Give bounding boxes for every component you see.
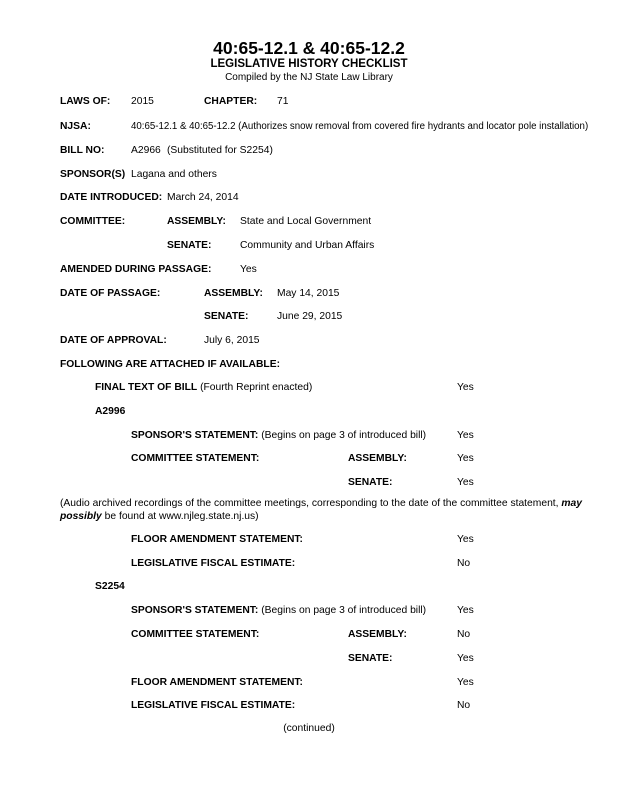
bill-no-label: BILL NO:	[60, 145, 105, 156]
sponsors-value: Lagana and others	[131, 169, 217, 180]
committee-assembly-value: State and Local Government	[240, 216, 372, 227]
date-introduced-value: March 24, 2014	[167, 192, 239, 203]
s-sponsor-statement-note: (Begins on page 3 of introduced bill)	[261, 605, 427, 616]
s-committee-assembly-label: ASSEMBLY:	[348, 629, 407, 640]
page-subtitle: LEGISLATIVE HISTORY CHECKLIST	[210, 58, 408, 70]
date-introduced-label: DATE INTRODUCED:	[60, 192, 163, 203]
final-text-note: (Fourth Reprint enacted)	[200, 382, 313, 393]
a-bill-heading: A2996	[95, 406, 126, 417]
chapter-value: 71	[277, 96, 289, 107]
s-fiscal-estimate-value: No	[457, 700, 471, 711]
date-of-passage-label: DATE OF PASSAGE:	[60, 288, 161, 299]
s-sponsor-statement-value: Yes	[457, 605, 474, 616]
final-text-row	[95, 382, 312, 394]
a-floor-amendment-value: Yes	[457, 534, 474, 545]
njsa-value: 40:65-12.1 & 40:65-12.2 (Authorizes snow removal from covered fire hydrants and locator pole installation)	[131, 121, 589, 132]
final-text-label: FINAL TEXT OF BILL	[95, 382, 198, 393]
s-fiscal-estimate-label: LEGISLATIVE FISCAL ESTIMATE:	[131, 700, 296, 711]
passage-assembly-label: ASSEMBLY:	[204, 288, 263, 299]
bill-no-note: (Substituted for S2254)	[167, 145, 273, 156]
chapter-label: CHAPTER:	[204, 96, 258, 107]
committee-senate-value: Community and Urban Affairs	[240, 240, 375, 251]
audio-note-link-text: be found at www.njleg.state.nj.us)	[101, 510, 259, 522]
a-fiscal-estimate-value: No	[457, 558, 471, 569]
a-committee-assembly-value: Yes	[457, 453, 474, 464]
amended-label: AMENDED DURING PASSAGE:	[60, 264, 212, 275]
date-of-approval-label: DATE OF APPROVAL:	[60, 335, 167, 346]
a-sponsor-statement-note: (Begins on page 3 of introduced bill)	[261, 430, 427, 441]
s-committee-senate-value: Yes	[457, 653, 474, 664]
a-fiscal-estimate-label: LEGISLATIVE FISCAL ESTIMATE:	[131, 558, 296, 569]
laws-of-value: 2015	[131, 96, 154, 107]
committee-assembly-label: ASSEMBLY:	[167, 216, 226, 227]
page-title: 40:65-12.1 & 40:65-12.2	[213, 38, 405, 58]
audio-note	[60, 498, 608, 523]
committee-senate-label: SENATE:	[167, 240, 212, 251]
s-bill-heading: S2254	[95, 581, 125, 592]
a-committee-senate-label: SENATE:	[348, 477, 393, 488]
a-sponsor-statement-value: Yes	[457, 430, 474, 441]
a-committee-assembly-label: ASSEMBLY:	[348, 453, 407, 464]
a-committee-statement-label: COMMITTEE STATEMENT:	[131, 453, 260, 464]
compiled-by: Compiled by the NJ State Law Library	[225, 72, 393, 83]
continued-footer: (continued)	[283, 723, 335, 734]
final-text-value: Yes	[457, 382, 474, 393]
attached-heading: FOLLOWING ARE ATTACHED IF AVAILABLE:	[60, 359, 281, 370]
a-sponsor-statement-label: SPONSOR'S STATEMENT:	[131, 430, 259, 441]
amended-value: Yes	[240, 264, 257, 275]
a-sponsor-statement-row	[131, 430, 426, 442]
a-committee-senate-value: Yes	[457, 477, 474, 488]
audio-note-emphasis: may possibly	[60, 498, 582, 522]
bill-no-value: A2966	[131, 145, 161, 156]
s-sponsor-statement-row	[131, 605, 426, 617]
a-floor-amendment-label: FLOOR AMENDMENT STATEMENT:	[131, 534, 303, 545]
laws-of-label: LAWS OF:	[60, 96, 111, 107]
s-committee-statement-label: COMMITTEE STATEMENT:	[131, 629, 260, 640]
passage-senate-value: June 29, 2015	[277, 311, 343, 322]
audio-note-text: (Audio archived recordings of the committee meetings, corresponding to the date of the committee statement,	[60, 498, 562, 509]
passage-assembly-value: May 14, 2015	[277, 288, 340, 299]
s-committee-senate-label: SENATE:	[348, 653, 393, 664]
sponsors-label: SPONSOR(S)	[60, 169, 126, 180]
s-floor-amendment-value: Yes	[457, 677, 474, 688]
njsa-label: NJSA:	[60, 121, 91, 132]
s-floor-amendment-label: FLOOR AMENDMENT STATEMENT:	[131, 677, 303, 688]
s-sponsor-statement-label: SPONSOR'S STATEMENT:	[131, 605, 259, 616]
committee-label: COMMITTEE:	[60, 216, 126, 227]
passage-senate-label: SENATE:	[204, 311, 249, 322]
date-of-approval-value: July 6, 2015	[204, 335, 260, 346]
s-committee-assembly-value: No	[457, 629, 471, 640]
